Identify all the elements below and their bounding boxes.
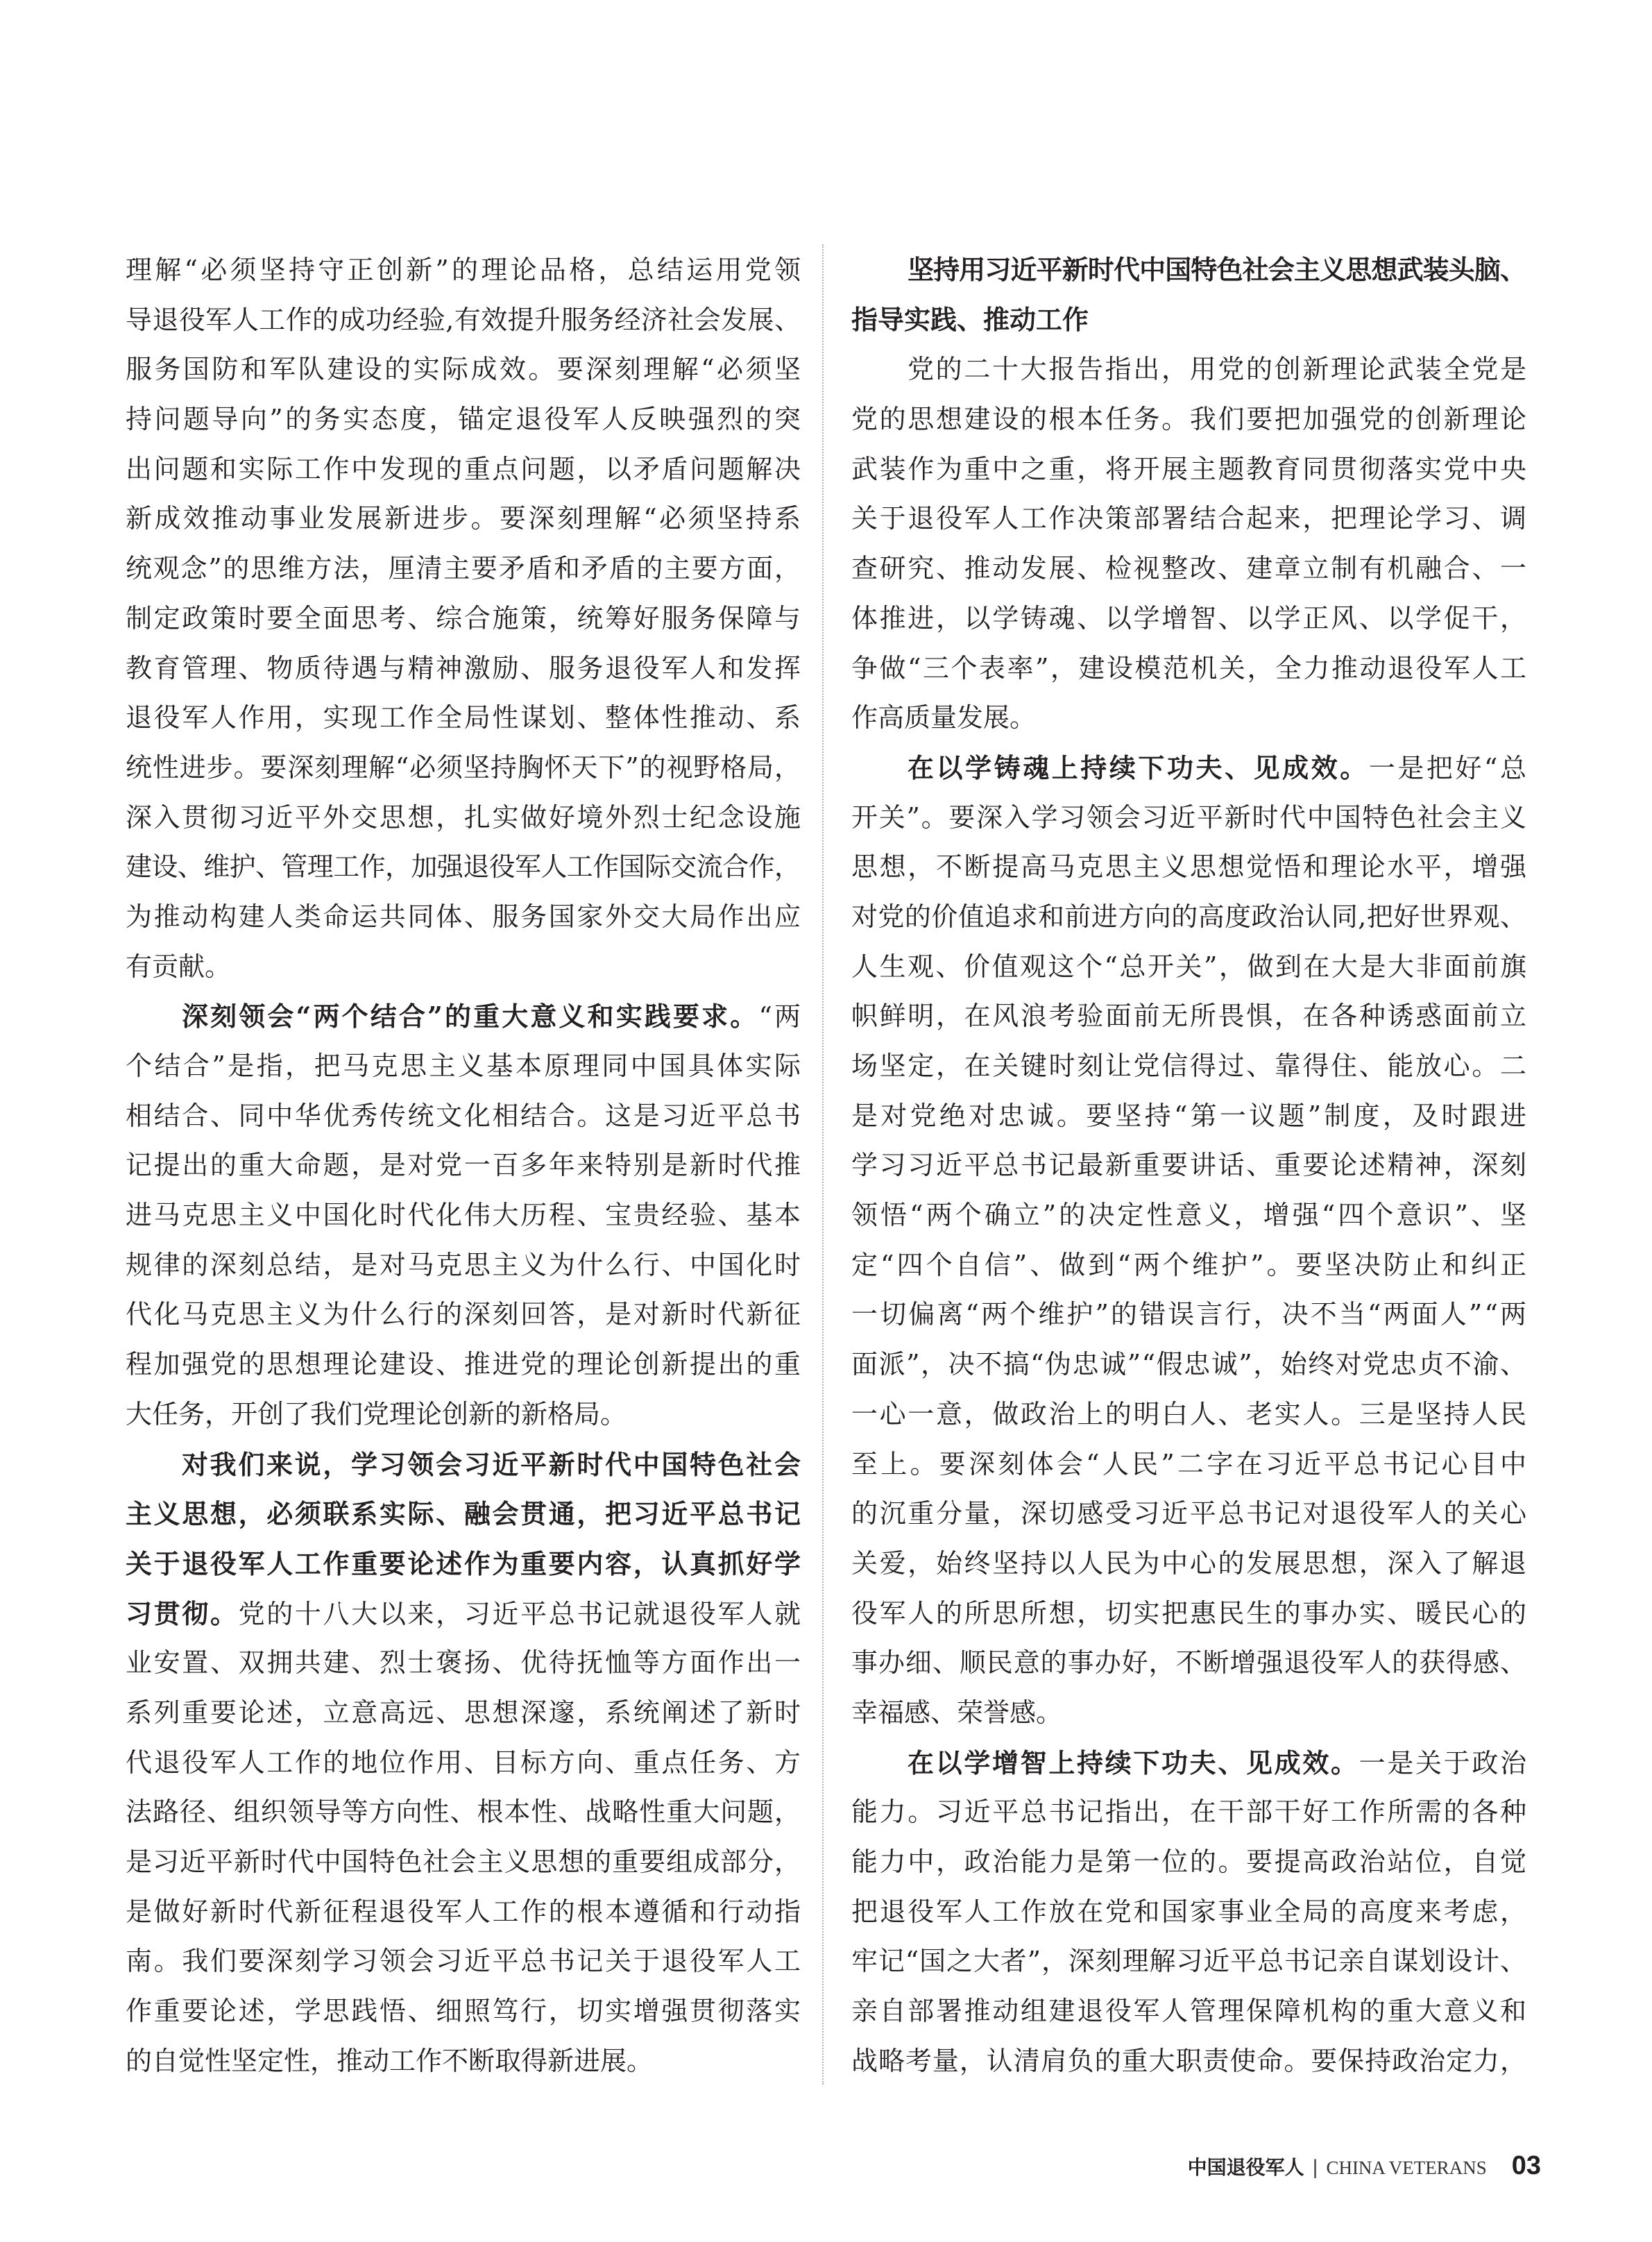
body-text: 相结合、同中华优秀传统文化相结合。这是习近平总书	[126, 1100, 803, 1131]
body-text: 持问题导向”的务实态度，锚定退役军人反映强烈的突	[126, 404, 803, 435]
text-line	[126, 1987, 801, 2037]
body-text: 亲自部署推动组建退役军人管理保障机构的重大意义和	[851, 1996, 1528, 2027]
magazine-title-en: CHINA VETERANS	[1326, 2157, 1487, 2178]
lead-text: 深刻领会“两个结合”的重大意义和实践要求。	[182, 1001, 759, 1033]
line-content	[851, 942, 1528, 992]
text-line	[126, 1887, 801, 1937]
text-line	[851, 1787, 1526, 1837]
text-line	[126, 2037, 801, 2087]
line-content	[126, 1688, 803, 1738]
text-line	[851, 1489, 1526, 1539]
line-content	[851, 395, 1528, 445]
body-text: 统观念”的思维方法，厘清主要矛盾和矛盾的主要方面，	[126, 553, 802, 584]
text-line	[851, 1837, 1526, 1887]
body-text: 服务国防和军队建设的实际成效。要深刻理解“必须坚	[126, 354, 803, 385]
body-text: 新成效推动事业发展新进步。要深刻理解“必须坚持系	[126, 503, 803, 534]
lead-text: 在以学增智上持续下功夫、见成效。	[908, 1747, 1359, 1778]
section-heading	[851, 246, 1526, 345]
text-line	[851, 693, 1526, 743]
body-text: 关爱，始终坚持以人民为中心的发展思想，深入了解退	[851, 1547, 1528, 1579]
body-text: 是对党绝对忠诚。要坚持“第一议题”制度，及时跟进	[851, 1100, 1530, 1131]
line-content	[851, 1092, 1529, 1141]
text-line	[851, 793, 1526, 843]
body-text: 代退役军人工作的地位作用、目标方向、重点任务、方	[126, 1747, 803, 1778]
line-content	[182, 1440, 803, 1491]
line-content	[851, 992, 1528, 1042]
text-line	[851, 1987, 1526, 2037]
body-text: 开关”。要深入学习领会习近平新时代中国特色社会主义	[851, 801, 1528, 833]
heading-text: 指导实践、推动工作	[851, 304, 1089, 335]
footer-separator: |	[1312, 2156, 1318, 2179]
body-text: 能力。习近平总书记指出，在干部干好工作所需的各种	[851, 1797, 1528, 1828]
heading-text: 坚持用习近平新时代中国特色社会主义思想武装头脑、	[908, 255, 1526, 285]
line-content	[126, 1092, 803, 1141]
text-line	[126, 544, 801, 594]
body-text: 学习习近平总书记最新重要讲话、重要论述精神，深刻	[851, 1150, 1528, 1181]
text-line	[126, 743, 801, 793]
text-line	[126, 1042, 801, 1092]
text-line	[126, 445, 801, 495]
text-line	[851, 1688, 1526, 1738]
heading-line	[851, 296, 1526, 346]
text-line	[851, 1539, 1526, 1589]
text-line	[851, 644, 1526, 694]
line-content	[851, 1539, 1528, 1589]
body-text: 至上。要深刻体会“人民”二字在习近平总书记心目中	[851, 1448, 1530, 1479]
line-content	[851, 1390, 1528, 1440]
body-text: 党的十八大以来，习近平总书记就退役军人就	[238, 1598, 803, 1629]
text-line	[126, 1937, 801, 1987]
body-text: 关于退役军人工作决策部署结合起来，把理论学习、调	[851, 503, 1528, 534]
body-text: 幸福感、荣誉感。	[851, 1697, 1063, 1728]
text-line	[126, 345, 801, 395]
text-line	[126, 1539, 801, 1589]
line-content	[182, 992, 803, 1042]
text-line	[126, 1837, 801, 1887]
line-content	[851, 644, 1528, 694]
text-line	[851, 1191, 1530, 1241]
line-content	[126, 1638, 803, 1688]
text-line	[851, 1141, 1526, 1191]
body-text: 一是关于政治	[1359, 1747, 1528, 1778]
paragraph	[126, 1440, 801, 2087]
line-content	[851, 2037, 1527, 2087]
line-content	[126, 1340, 803, 1390]
body-text: 有贡献。	[126, 951, 232, 982]
line-content	[851, 1688, 1062, 1738]
text-line	[126, 1787, 801, 1837]
magazine-title-cn: 中国退役军人	[1187, 2156, 1304, 2179]
body-text: 场坚定，在关键时刻让党信得过、靠得住、能放心。二	[851, 1051, 1528, 1081]
body-text: 个结合”是指，把马克思主义基本原理同中国具体实际	[126, 1051, 803, 1081]
continued-paragraph	[126, 246, 804, 992]
lead-text: 对我们来说，学习领会习近平新时代中国特色社会	[182, 1448, 803, 1480]
lead-text: 关于退役军人工作重要论述作为重要内容，认真抓好学	[126, 1547, 803, 1579]
line-content	[126, 793, 803, 843]
line-content	[126, 1837, 801, 1887]
line-content	[908, 1738, 1528, 1789]
line-content	[908, 743, 1529, 794]
body-text: 能力中，政治能力是第一位的。要提高政治站位，自觉	[851, 1846, 1528, 1877]
line-content	[126, 1489, 803, 1540]
line-content	[126, 1141, 803, 1191]
body-text: 作重要论述，学思践悟、细照笃行，切实增强贯彻落实	[126, 1996, 803, 2027]
text-line	[851, 1390, 1526, 1440]
page-footer	[1188, 2151, 1541, 2193]
body-text: 党的二十大报告指出，用党的创新理论武装全党是	[908, 354, 1528, 385]
body-text: 的自觉性坚定性，推动工作不断取得新进展。	[126, 2045, 654, 2076]
line-content	[126, 345, 803, 395]
line-content	[126, 892, 803, 942]
line-content	[126, 1539, 803, 1590]
body-text: 役军人的所思所想，切实把惠民生的事办实、暖民心的	[851, 1597, 1528, 1629]
text-line	[851, 892, 1526, 942]
body-text: 进马克思主义中国化时代化伟大历程、宝贵经验、基本	[126, 1200, 803, 1231]
line-content	[126, 942, 231, 992]
column-divider	[822, 244, 824, 2084]
lead-text: 习贯彻。	[126, 1597, 239, 1629]
text-line	[126, 693, 801, 743]
text-line	[126, 1638, 801, 1688]
body-text: 程加强党的思想理论建设、推进党的理论创新提出的重	[126, 1349, 803, 1380]
line-content	[851, 1887, 1528, 1937]
line-content	[851, 842, 1528, 892]
body-text: 是做好新时代新征程退役军人工作的根本遵循和行动指	[126, 1896, 803, 1927]
body-text: 争做“三个表率”，建设模范机关，全力推动退役军人工	[851, 652, 1528, 683]
body-text: 一心一意，做政治上的明白人、老实人。三是坚持人民	[851, 1398, 1528, 1429]
body-text: 为推动构建人类命运共同体、服务国家外交大局作出应	[126, 901, 803, 932]
text-line	[126, 793, 801, 843]
text-line	[126, 842, 801, 892]
text-line	[126, 1589, 801, 1639]
line-content	[126, 743, 801, 793]
heading-line	[851, 246, 1526, 296]
text-line	[851, 345, 1526, 395]
body-text: 查研究、推动发展、检视整改、建章立制有机融合、一	[851, 553, 1528, 584]
body-text: 统性进步。要深刻理解“必须坚持胸怀天下”的视野格局，	[126, 751, 801, 783]
line-content	[126, 1042, 803, 1092]
line-content	[126, 1787, 801, 1837]
text-line	[126, 1688, 801, 1738]
text-line	[126, 1390, 801, 1440]
body-text: 领悟“两个确立”的决定性意义，增强“四个意识”、坚	[851, 1200, 1530, 1231]
text-line	[851, 1937, 1526, 1987]
line-content	[851, 1290, 1528, 1340]
body-text: 深入贯彻习近平外交思想，扎实做好境外烈士纪念设施	[126, 801, 803, 833]
text-line	[851, 1241, 1530, 1291]
text-line	[126, 942, 801, 992]
line-content	[851, 544, 1528, 594]
line-content	[851, 1638, 1527, 1688]
text-line	[126, 494, 801, 544]
text-line	[126, 1340, 801, 1390]
text-line	[851, 445, 1526, 495]
body-text: 出问题和实际工作中发现的重点问题，以矛盾问题解决	[126, 453, 803, 484]
paragraph	[126, 992, 801, 1439]
line-content	[851, 1787, 1528, 1837]
text-line	[851, 1290, 1529, 1340]
line-content	[851, 1042, 1528, 1092]
line-content	[126, 1290, 803, 1340]
text-line	[851, 1638, 1526, 1688]
line-content	[126, 1937, 803, 1987]
line-content	[126, 1390, 627, 1440]
line-content	[126, 693, 803, 743]
text-line	[851, 1092, 1530, 1141]
line-content	[851, 494, 1528, 544]
body-text: 作高质量发展。	[851, 702, 1037, 733]
paragraph	[851, 743, 1530, 1738]
body-text: 牢记“国之大者”，深刻理解习近平总书记亲自谋划设计、	[851, 1946, 1527, 1977]
text-line	[851, 1887, 1526, 1937]
line-content	[126, 594, 803, 644]
line-content	[851, 793, 1528, 843]
body-text: 一切偏离“两个维护”的错误言行，决不当“两面人”“两	[851, 1299, 1529, 1330]
body-text: 制定政策时要全面思考、综合施策，统筹好服务保障与	[126, 602, 803, 634]
lead-text: 主义思想，必须联系实际、融会贯通，把习近平总书记	[126, 1498, 803, 1530]
line-content	[851, 296, 1089, 346]
text-line	[851, 2037, 1526, 2087]
text-line	[126, 296, 801, 346]
body-text: 把退役军人工作放在党和国家事业全局的高度来考虑，	[851, 1896, 1528, 1927]
text-line	[126, 594, 801, 644]
line-content	[126, 842, 800, 892]
line-content	[126, 1738, 803, 1788]
body-text: 法路径、组织领导等方向性、根本性、战略性重大问题，	[126, 1797, 801, 1828]
line-content	[851, 1489, 1528, 1539]
body-text: 定“四个自信”、做到“两个维护”。要坚决防止和纠正	[851, 1249, 1530, 1280]
line-content	[851, 693, 1036, 743]
line-content	[126, 296, 801, 346]
paragraph	[851, 345, 1526, 743]
text-line	[851, 494, 1526, 544]
line-content	[126, 2037, 653, 2087]
line-content	[126, 395, 803, 445]
line-content	[851, 1141, 1528, 1191]
body-text: 帜鲜明，在风浪考验面前无所畏惧，在各种诱惑面前立	[851, 1001, 1528, 1032]
text-line	[851, 842, 1526, 892]
body-text: 党的思想建设的根本任务。我们要把加强党的创新理论	[851, 404, 1528, 435]
body-text: 是习近平新时代中国特色社会主义思想的重要组成部分，	[126, 1846, 801, 1877]
line-content	[126, 494, 803, 544]
body-text: 代化马克思主义为什么行的深刻回答，是对新时代新征	[126, 1299, 803, 1330]
body-text: 大任务，开创了我们党理论创新的新格局。	[126, 1398, 627, 1429]
right-column	[851, 246, 1530, 2086]
body-text: 一是把好“总	[1368, 752, 1529, 783]
text-line	[851, 942, 1526, 992]
line-content	[851, 1340, 1528, 1390]
text-line	[851, 743, 1529, 793]
line-content	[851, 892, 1526, 942]
body-text: 思想，不断提高马克思主义思想觉悟和理论水平，增强	[851, 851, 1528, 883]
body-text: 规律的深刻总结，是对马克思主义为什么行、中国化时	[126, 1249, 803, 1280]
body-text: 业安置、双拥共建、烈士褒扬、优待抚恤等方面作出一	[126, 1647, 803, 1679]
text-line	[126, 1489, 801, 1539]
body-text: 对党的价值追求和前进方向的高度政治认同,把好世界观、	[851, 901, 1527, 932]
text-line	[851, 1589, 1526, 1639]
line-content	[851, 1937, 1527, 1987]
body-text: 导退役军人工作的成功经验,有效提升服务经济社会发展、	[126, 304, 801, 335]
line-content	[851, 1191, 1529, 1241]
line-content	[851, 1440, 1529, 1490]
text-line	[126, 1440, 801, 1490]
line-content	[851, 1241, 1529, 1291]
line-content	[851, 594, 1528, 644]
line-content	[126, 445, 803, 495]
text-line	[126, 1092, 801, 1141]
text-line	[126, 1141, 801, 1191]
text-line	[126, 246, 804, 296]
line-content	[126, 644, 803, 694]
text-line	[851, 395, 1526, 445]
line-content	[851, 1987, 1528, 2037]
text-line	[126, 1738, 801, 1788]
body-text: 教育管理、物质待遇与精神激励、服务退役军人和发挥	[126, 652, 803, 683]
text-line	[126, 992, 801, 1042]
text-line	[126, 395, 801, 445]
body-text: 事办细、顺民意的事办好，不断增强退役军人的获得感、	[851, 1647, 1527, 1679]
text-line	[126, 1241, 801, 1291]
line-content	[851, 1589, 1528, 1639]
line-content	[851, 1837, 1528, 1887]
left-column	[126, 246, 804, 2086]
line-content	[126, 1241, 803, 1291]
text-line	[126, 1290, 801, 1340]
text-line	[851, 594, 1526, 644]
line-content	[908, 246, 1526, 296]
line-content	[126, 1589, 803, 1640]
text-line	[126, 892, 801, 942]
body-text: 系列重要论述，立意高远、思想深邃，系统阐述了新时	[126, 1697, 803, 1728]
line-content	[126, 246, 803, 296]
body-text: 南。我们要深刻学习领会习近平总书记关于退役军人工	[126, 1946, 803, 1977]
body-text: 人生观、价值观这个“总开关”，做到在大是大非面前旗	[851, 951, 1528, 982]
body-text: 退役军人作用，实现工作全局性谋划、整体性推动、系	[126, 702, 803, 733]
text-line	[851, 1440, 1530, 1490]
page-number: 03	[1511, 2151, 1541, 2180]
body-text: 面派”，决不搞“伪忠诚”“假忠诚”，始终对党忠贞不渝、	[851, 1349, 1528, 1380]
line-content	[126, 1887, 803, 1937]
text-line	[851, 1738, 1526, 1788]
body-text: 的沉重分量，深切感受习近平总书记对退役军人的关心	[851, 1498, 1528, 1529]
body-text: 建设、维护、管理工作，加强退役军人工作国际交流合作，	[126, 851, 801, 883]
body-text: 记提出的重大命题，是对党一百多年来特别是新时代推	[126, 1150, 803, 1181]
body-text: 理解“必须坚持守正创新”的理论品格，总结运用党领	[126, 255, 804, 285]
line-content	[908, 345, 1528, 395]
line-content	[851, 445, 1528, 495]
body-text: 体推进，以学铸魂、以学增智、以学正风、以学促干，	[851, 602, 1528, 634]
text-line	[126, 644, 801, 694]
body-text: 武装作为重中之重，将开展主题教育同贯彻落实党中央	[851, 453, 1528, 484]
body-text: 战略考量，认清肩负的重大职责使命。要保持政治定力，	[851, 2045, 1527, 2076]
text-line	[851, 1340, 1526, 1390]
paragraph	[851, 1738, 1526, 2087]
body-text: “两	[758, 1001, 803, 1033]
line-content	[126, 544, 802, 594]
line-content	[126, 1987, 803, 2037]
lead-text: 在以学铸魂上持续下功夫、见成效。	[908, 751, 1369, 783]
text-line	[126, 1191, 801, 1241]
text-line	[851, 544, 1526, 594]
text-line	[851, 1042, 1526, 1092]
text-line	[851, 992, 1526, 1042]
line-content	[126, 1191, 803, 1241]
